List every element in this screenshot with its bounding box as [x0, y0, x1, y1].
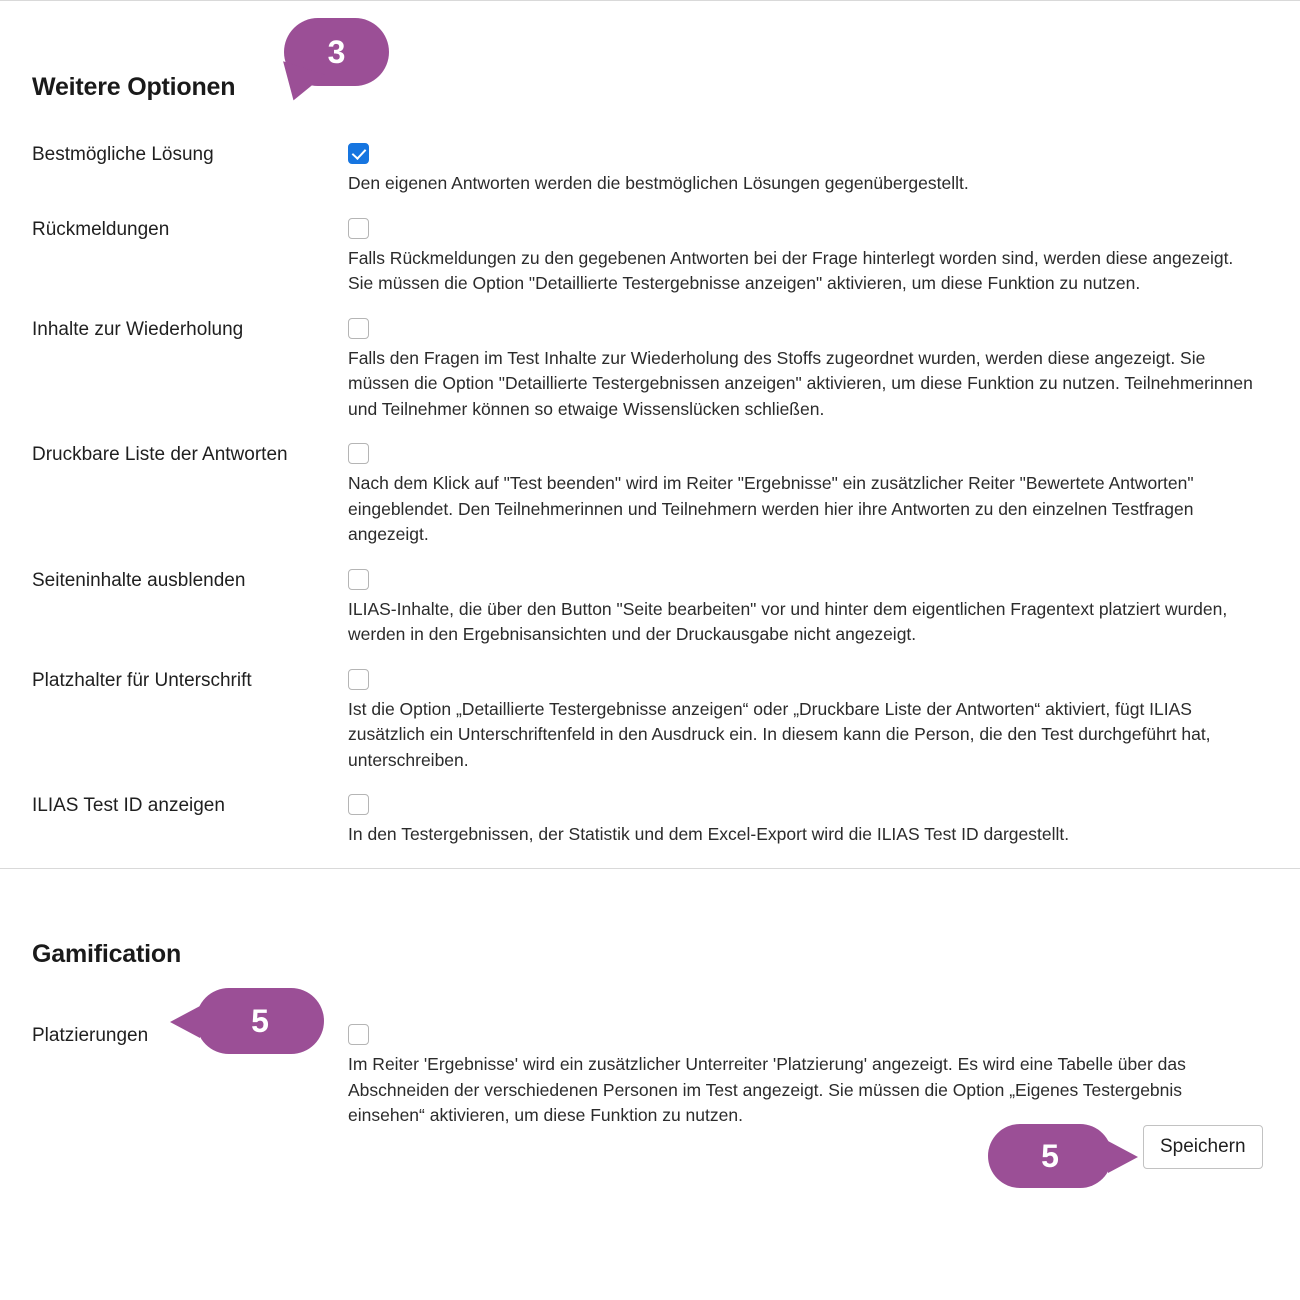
- option-field: [348, 666, 1268, 774]
- option-label: ILIAS Test ID anzeigen: [32, 795, 225, 816]
- option-field: [348, 791, 1268, 848]
- option-help-text: Im Reiter 'Ergebnisse' wird ein zusätzlicher Unterreiter 'Platzierung' angezeigt. Es wird eine Tabelle über das Abschneiden der verschiedenen Personen im Test angezeigt. Sie müssen die Option „Eigenes Testergebnis einsehen“ aktivieren, um diese Funktion zu nutzen.: [348, 1054, 1186, 1125]
- top-divider: [0, 0, 1300, 1]
- option-help-text: Ist die Option „Detaillierte Testergebnisse anzeigen“ oder „Druckbare Liste der Antworten“ aktiviert, fügt ILIAS zusätzlich ein Unterschriftenfeld in den Ausdruck ein. In diesem kann die Person, die den Test durchgeführt hat, unterschreiben.: [348, 698, 1211, 770]
- option-label: Platzhalter für Unterschrift: [32, 669, 252, 691]
- option-row-ilias-test-id-anzeigen: [32, 791, 1268, 848]
- option-label: Druckbare Liste der Antworten: [32, 444, 288, 465]
- option-label: Rückmeldungen: [32, 218, 170, 240]
- checkbox-ilias-test-id-anzeigen[interactable]: [348, 794, 369, 815]
- callout-step-5-speichern: 5: [988, 1124, 1112, 1188]
- option-help-text: Falls den Fragen im Test Inhalte zur Wiederholung des Stoffs zugeordnet wurden, werden diese angezeigt. Sie müssen die Option "Detaillierte Testergebnissen anzeigen" aktivieren, um diese Funktion zu nutzen. Teilnehmerinnen und Teilnehmer können so etwaige Wissenslücken schließen.: [348, 347, 1253, 419]
- save-button[interactable]: Speichern: [1143, 1125, 1263, 1169]
- callout-step-3: 3: [284, 18, 389, 86]
- option-row-bestmoegliche-loesung: [32, 140, 1268, 197]
- option-help-text: Nach dem Klick auf "Test beenden" wird im Reiter "Ergebnisse" ein zusätzlicher Reiter "Bewertete Antworten" eingeblendet. Den Teilnehmerinnen und Teilnehmern werden hier ihre Antworten zu den einzelnen Testfragen angezeigt.: [348, 473, 1194, 544]
- checkbox-platzhalter-fuer-unterschrift[interactable]: [348, 669, 369, 690]
- option-field: [348, 215, 1268, 297]
- option-field: [348, 1021, 1268, 1129]
- option-row-druckbare-liste-der-antworten: [32, 440, 1268, 548]
- checkbox-bestmoegliche-loesung[interactable]: [348, 143, 369, 164]
- checkbox-rueckmeldungen[interactable]: [348, 218, 369, 239]
- checkbox-druckbare-liste-der-antworten[interactable]: [348, 443, 369, 464]
- option-help-text: ILIAS-Inhalte, die über den Button "Seite bearbeiten" vor und hinter dem eigentlichen Fragentext platziert wurden, werden in den Ergebnisansichten und der Druckausgabe nicht angezeigt.: [348, 598, 1228, 644]
- option-row-seiteninhalte-ausblenden: [32, 566, 1268, 648]
- options-list: [32, 140, 1268, 866]
- option-row-platzhalter-fuer-unterschrift: [32, 666, 1268, 774]
- option-help-text: Den eigenen Antworten werden die bestmöglichen Lösungen gegenübergestellt.: [348, 173, 969, 193]
- gamification-title: Gamification: [32, 940, 182, 968]
- page-title: Weitere Optionen: [32, 73, 236, 101]
- checkbox-seiteninhalte-ausblenden[interactable]: [348, 569, 369, 590]
- section-divider: [0, 868, 1300, 869]
- option-field: [348, 140, 1268, 197]
- option-help-text: Falls Rückmeldungen zu den gegebenen Antworten bei der Frage hinterlegt worden sind, werden diese angezeigt. Sie müssen die Option "Detaillierte Testergebnisse anzeigen" aktivieren, um diese Funktion zu nutzen.: [348, 247, 1234, 293]
- checkbox-platzierungen[interactable]: [348, 1024, 369, 1045]
- option-row-rueckmeldungen: [32, 215, 1268, 297]
- option-label: Bestmögliche Lösung: [32, 144, 214, 165]
- option-field: [348, 566, 1268, 648]
- option-label: Platzierungen: [32, 1025, 149, 1046]
- checkbox-inhalte-zur-wiederholung[interactable]: [348, 318, 369, 339]
- option-field: [348, 315, 1268, 423]
- option-row-inhalte-zur-wiederholung: [32, 315, 1268, 423]
- option-field: [348, 440, 1268, 548]
- callout-step-5-platzierungen: 5: [196, 988, 324, 1054]
- option-label: Inhalte zur Wiederholung: [32, 318, 244, 340]
- option-help-text: In den Testergebnissen, der Statistik und dem Excel-Export wird die ILIAS Test ID dargestellt.: [348, 824, 1070, 844]
- option-label: Seiteninhalte ausblenden: [32, 569, 246, 591]
